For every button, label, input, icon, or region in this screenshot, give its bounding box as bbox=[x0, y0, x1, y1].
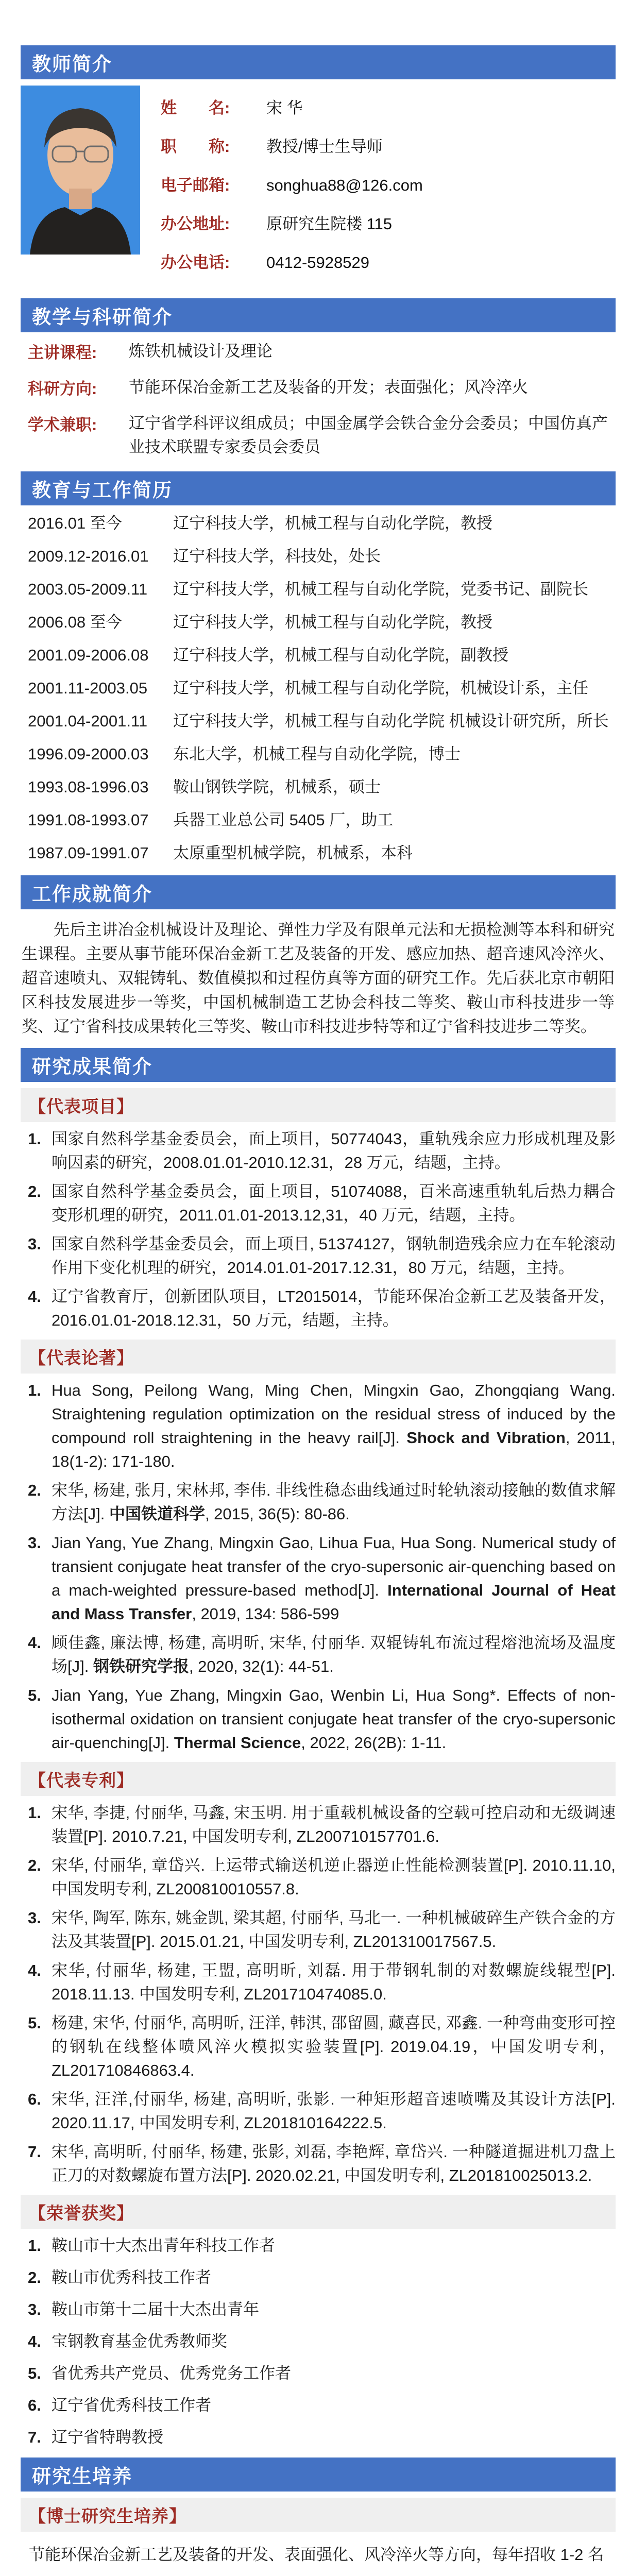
history-period: 1996.09-2000.03 bbox=[28, 745, 149, 763]
item-number: 1. bbox=[28, 1381, 41, 1399]
list-item bbox=[28, 2266, 616, 2290]
history-period: 1991.08-1993.07 bbox=[28, 811, 149, 829]
list-item bbox=[28, 2394, 616, 2417]
subheading-representative-projects bbox=[21, 1088, 616, 1122]
item-text: 宋华, 高明昕, 付丽华, 杨建, 张影, 刘磊, 李艳辉, 章岱兴. 一种隧道掘进机刀盘上正刀的对数螺旋布置方法[P]. 2020.02.21, 中国发明专利, ZL201810025013.2. bbox=[52, 2143, 616, 2184]
list-item bbox=[28, 1479, 616, 1526]
section-header-teaching-research bbox=[21, 298, 616, 332]
list-item bbox=[28, 2426, 616, 2449]
subheading-label: 【代表项目】 bbox=[29, 1096, 134, 1116]
list-item bbox=[28, 2234, 616, 2258]
publications-list bbox=[28, 1379, 616, 1755]
item-number: 2. bbox=[28, 1481, 41, 1499]
item-text: 宝钢教育基金优秀教师奖 bbox=[52, 2332, 227, 2350]
item-number: 7. bbox=[28, 2428, 41, 2446]
list-item bbox=[28, 1127, 616, 1175]
subheading-representative-publications bbox=[21, 1340, 616, 1374]
history-row bbox=[28, 612, 616, 633]
history-period: 2016.01 至今 bbox=[28, 514, 122, 532]
history-period: 2003.05-2009.11 bbox=[28, 580, 148, 598]
item-text: 宋华, 汪洋,付丽华, 杨建, 高明昕, 张影. 一种矩形超音速喷嘴及其设计方法[P]. 2020.11.17, 中国发明专利, ZL201810164222.5. bbox=[52, 2090, 616, 2132]
field-label: 姓 名: bbox=[161, 99, 230, 117]
list-item bbox=[28, 2140, 616, 2188]
subheading-label: 【代表专利】 bbox=[29, 1770, 134, 1790]
profile-photo bbox=[21, 86, 140, 255]
history-period: 1993.08-1996.03 bbox=[28, 778, 149, 796]
history-period: 1987.09-1991.07 bbox=[28, 844, 149, 862]
subheading-representative-patents bbox=[21, 1762, 616, 1796]
subheading-honors-awards bbox=[21, 2195, 616, 2229]
list-item bbox=[28, 1631, 616, 1679]
list-item bbox=[28, 1379, 616, 1473]
list-item bbox=[28, 1906, 616, 1954]
history-period: 2001.09-2006.08 bbox=[28, 646, 149, 664]
history-row bbox=[28, 710, 616, 732]
history-row bbox=[28, 809, 616, 831]
teaching-rows bbox=[28, 340, 616, 459]
item-text: 省优秀共产党员、优秀党务工作者 bbox=[52, 2364, 291, 2382]
history-detail: 辽宁科技大学，机械工程与自动化学院，教授 bbox=[173, 514, 492, 532]
history-period: 2006.08 至今 bbox=[28, 613, 122, 631]
item-text: 宋华, 陶军, 陈东, 姚金凯, 梁其超, 付丽华, 马北一. 一种机械破碎生产铁合金的方法及其装置[P]. 2015.01.21, 中国发明专利, ZL201310017567.5. bbox=[52, 1909, 616, 1951]
teaching-row-label: 学术兼职: bbox=[28, 416, 97, 434]
section-title: 研究成果简介 bbox=[32, 1056, 152, 1077]
item-text: 宋华, 付丽华, 章岱兴. 上运带式输送机逆止器逆止性能检测装置[P]. 2010.11.10, 中国发明专利, ZL200810010557.8. bbox=[52, 1856, 616, 1898]
field-label: 电子邮箱: bbox=[161, 176, 230, 194]
item-text: 辽宁省教育厅，创新团队项目，LT2015014，节能环保冶金新工艺及装备开发，2016.01.01-2018.12.31，50 万元，结题，主持。 bbox=[52, 1287, 616, 1329]
history-row bbox=[28, 776, 616, 798]
honors-list bbox=[28, 2234, 616, 2449]
field-value: 宋 华 bbox=[266, 99, 303, 117]
section-header-education-work-history bbox=[21, 471, 616, 505]
list-item bbox=[28, 1959, 616, 2006]
doctoral-training-text: 节能环保冶金新工艺及装备的开发、表面强化、风冷淬火等方向，每年招收 1-2 名 bbox=[29, 2546, 604, 2564]
item-number: 7. bbox=[28, 2143, 41, 2161]
item-text: 宋华, 付丽华, 杨建, 王盟, 高明昕, 刘磊. 用于带钢轧制的对数螺旋线辊型[P]. 2018.11.13. 中国发明专利, ZL201710474085.0. bbox=[52, 1961, 616, 2003]
item-number: 4. bbox=[28, 2332, 41, 2350]
teaching-row bbox=[28, 376, 616, 399]
list-item bbox=[28, 1684, 616, 1755]
item-number: 2. bbox=[28, 1182, 41, 1200]
history-detail: 辽宁科技大学，机械工程与自动化学院，副教授 bbox=[173, 646, 508, 664]
history-period: 2001.04-2001.11 bbox=[28, 712, 148, 730]
item-text: 辽宁省优秀科技工作者 bbox=[52, 2396, 211, 2414]
history-row bbox=[28, 513, 616, 534]
history-row bbox=[28, 645, 616, 666]
projects-list bbox=[28, 1127, 616, 1332]
profile-field-row bbox=[161, 95, 616, 118]
item-number: 3. bbox=[28, 1909, 41, 1927]
item-number: 3. bbox=[28, 1534, 41, 1552]
history-row bbox=[28, 546, 616, 567]
list-item bbox=[28, 1854, 616, 1901]
item-number: 3. bbox=[28, 2300, 41, 2318]
item-number: 5. bbox=[28, 2364, 41, 2382]
history-detail: 辽宁科技大学，机械工程与自动化学院，机械设计系，主任 bbox=[173, 679, 588, 697]
section-header-work-achievements bbox=[21, 875, 616, 909]
item-number: 2. bbox=[28, 1856, 41, 1874]
field-label: 职 称: bbox=[161, 138, 230, 156]
history-row bbox=[28, 743, 616, 765]
item-number: 5. bbox=[28, 2014, 41, 2032]
history-period: 2001.11-2003.05 bbox=[28, 679, 148, 697]
history-row bbox=[28, 677, 616, 699]
list-item bbox=[28, 2011, 616, 2082]
history-detail: 兵器工业总公司 5405 厂，助工 bbox=[173, 811, 394, 829]
list-item bbox=[28, 1531, 616, 1626]
section-title: 教育与工作简历 bbox=[32, 480, 173, 501]
patents-list bbox=[28, 1801, 616, 2188]
list-item bbox=[28, 2088, 616, 2135]
teaching-row bbox=[28, 412, 616, 459]
history-rows bbox=[28, 513, 616, 864]
item-text: 宋华, 李捷, 付丽华, 马鑫, 宋玉明. 用于重载机械设备的空载可控启动和无级调速装置[P]. 2010.7.21, 中国发明专利, ZL200710157701.6. bbox=[52, 1804, 616, 1845]
item-text: 杨建, 宋华, 付丽华, 高明昕, 汪洋, 韩淇, 邵留圆, 藏喜民, 邓鑫. 一种弯曲变形可控的钢轨在线整体喷风淬火模拟实验装置[P]. 2019.04.19，中国发明专利，ZL201710846863.4. bbox=[52, 2014, 616, 2079]
subheading-label: 【博士研究生培养】 bbox=[29, 2506, 186, 2526]
item-text: 辽宁省特聘教授 bbox=[52, 2428, 163, 2446]
section-header-teacher-intro bbox=[21, 45, 616, 79]
profile-field-row bbox=[161, 172, 616, 195]
list-item bbox=[28, 2362, 616, 2385]
history-row bbox=[28, 579, 616, 600]
section-header-graduate-training bbox=[21, 2458, 616, 2492]
profile-field-row bbox=[161, 249, 616, 273]
item-number: 4. bbox=[28, 1287, 41, 1306]
profile-field-row bbox=[161, 211, 616, 234]
person-portrait-graphic bbox=[21, 86, 140, 255]
subheading-label: 【代表论著】 bbox=[29, 1348, 134, 1367]
section-title: 教师简介 bbox=[32, 54, 112, 75]
teaching-row-value: 辽宁省学科评议组成员；中国金属学会铁合金分会委员；中国仿真产业技术联盟专家委员会委员 bbox=[129, 414, 608, 456]
section-title: 教学与科研简介 bbox=[32, 307, 173, 328]
teaching-row-label: 科研方向: bbox=[28, 380, 97, 398]
item-number: 4. bbox=[28, 1961, 41, 1979]
field-label: 办公电话: bbox=[161, 253, 230, 272]
teaching-row-value: 节能环保冶金新工艺及装备的开发；表面强化；风冷淬火 bbox=[129, 378, 528, 396]
item-number: 1. bbox=[28, 1804, 41, 1822]
subheading-label: 【荣誉获奖】 bbox=[29, 2203, 134, 2223]
profile-block bbox=[21, 86, 616, 288]
field-value: songhua88@126.com bbox=[266, 176, 423, 194]
list-item bbox=[28, 1285, 616, 1332]
item-text: 鞍山市第十二届十大杰出青年 bbox=[52, 2300, 259, 2318]
item-text: Hua Song, Peilong Wang, Ming Chen, Mingxin Gao, Zhongqiang Wang. Straightening regulation optimization on the residual stress of induced by the compound roll straightening in the heavy rail[J]. Shock and Vibration, 2011, 18(1-2): 171-180. bbox=[52, 1381, 616, 1470]
history-detail: 辽宁科技大学，机械工程与自动化学院 机械设计研究所，所长 bbox=[173, 712, 609, 730]
list-item bbox=[28, 2298, 616, 2321]
item-text: 鞍山市优秀科技工作者 bbox=[52, 2268, 211, 2286]
item-text: Jian Yang, Yue Zhang, Mingxin Gao, Lihua Fua, Hua Song. Numerical study of transient conjugate heat transfer of the cryo-supersonic air-quenching based on a mach-weighted pressure-based method[J]. International Journal of Heat and Mass Transfer, 2019, 134: 586-599 bbox=[52, 1534, 616, 1623]
item-text: 鞍山市十大杰出青年科技工作者 bbox=[52, 2236, 275, 2255]
item-text: 国家自然科学基金委员会，面上项目, 51374127，钢轨制造残余应力在车轮滚动作用下变化机理的研究，2014.01.01-2017.12.31，80 万元，结题，主持。 bbox=[52, 1235, 616, 1277]
profile-fields bbox=[140, 86, 616, 288]
item-number: 3. bbox=[28, 1235, 41, 1253]
item-number: 5. bbox=[28, 1686, 41, 1704]
subheading-doctoral-training bbox=[21, 2498, 616, 2532]
list-item bbox=[28, 2330, 616, 2353]
item-text: 宋华, 杨建, 张月, 宋林邦, 李伟. 非线性稳态曲线通过时轮轨滚动接触的数值求解方法[J]. 中国铁道科学, 2015, 36(5): 80-86. bbox=[52, 1481, 616, 1523]
item-number: 1. bbox=[28, 1130, 41, 1148]
item-text: Jian Yang, Yue Zhang, Mingxin Gao, Wenbin Li, Hua Song*. Effects of non-isothermal oxidation on transient conjugate heat transfer of the cryo-supersonic air-quenching[J]. Thermal Science, 2022, 26(2B): 1-11. bbox=[52, 1686, 616, 1752]
list-item bbox=[28, 1232, 616, 1280]
item-number: 2. bbox=[28, 2268, 41, 2286]
history-detail: 辽宁科技大学，机械工程与自动化学院，教授 bbox=[173, 613, 492, 631]
profile-field-row bbox=[161, 133, 616, 157]
item-number: 6. bbox=[28, 2090, 41, 2108]
list-item bbox=[28, 1801, 616, 1849]
history-row bbox=[28, 842, 616, 864]
teaching-row-value: 炼铁机械设计及理论 bbox=[129, 342, 273, 360]
section-title: 工作成就简介 bbox=[32, 884, 152, 905]
item-text: 国家自然科学基金委员会，面上项目，50774043，重轨残余应力形成机理及影响因素的研究，2008.01.01-2010.12.31，28 万元，结题，主持。 bbox=[52, 1130, 616, 1172]
section-title: 研究生培养 bbox=[32, 2466, 132, 2487]
history-detail: 鞍山钢铁学院，机械系，硕士 bbox=[173, 778, 381, 796]
section-header-research-results bbox=[21, 1048, 616, 1082]
field-label: 办公地址: bbox=[161, 215, 230, 233]
history-detail: 辽宁科技大学，机械工程与自动化学院，党委书记、副院长 bbox=[173, 580, 588, 598]
list-item bbox=[28, 1180, 616, 1227]
history-detail: 太原重型机械学院，机械系，本科 bbox=[173, 844, 413, 862]
item-text: 顾佳鑫, 廉法博, 杨建, 高明昕, 宋华, 付丽华. 双辊铸轧布流过程熔池流场及温度场[J]. 钢铁研究学报, 2020, 32(1): 44-51. bbox=[52, 1634, 616, 1675]
item-number: 6. bbox=[28, 2396, 41, 2414]
history-detail: 东北大学，机械工程与自动化学院，博士 bbox=[173, 745, 461, 763]
item-text: 国家自然科学基金委员会，面上项目，51074088，百米高速重轨轧后热力耦合变形机理的研究，2011.01.01-2013.12,31，40 万元，结题，主持。 bbox=[52, 1182, 616, 1224]
field-value: 0412-5928529 bbox=[266, 253, 369, 272]
achievements-paragraph: 先后主讲冶金机械设计及理论、弹性力学及有限单元法和无损检测等本科和研究生课程。主要从事节能环保冶金新工艺及装备的开发、感应加热、超音速风冷淬火、超音速喷丸、双辊铸轧、数值模拟和过程仿真等方面的研究工作。先后获北京市朝阳区科技发展进步一等奖，中国机械制造工艺协会科技二等奖、鞍山市科技进步一等奖、辽宁省科技成果转化三等奖、鞍山市科技进步特等和辽宁省科技进步二等奖。 bbox=[22, 921, 615, 1036]
teaching-row-label: 主讲课程: bbox=[28, 344, 97, 362]
field-value: 教授/博士生导师 bbox=[266, 138, 383, 156]
field-value: 原研究生院楼 115 bbox=[266, 215, 393, 233]
item-number: 4. bbox=[28, 1634, 41, 1652]
history-detail: 辽宁科技大学，科技处，处长 bbox=[173, 547, 381, 565]
history-period: 2009.12-2016.01 bbox=[28, 547, 149, 565]
teaching-row bbox=[28, 340, 616, 363]
item-number: 1. bbox=[28, 2236, 41, 2255]
